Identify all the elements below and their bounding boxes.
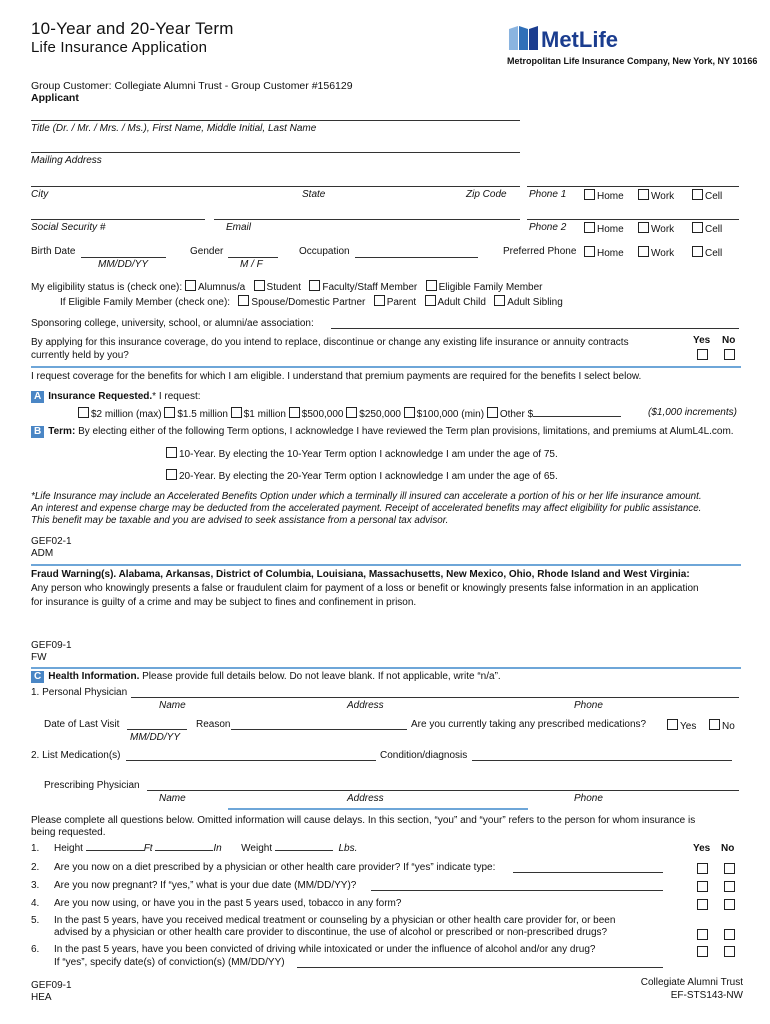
reason-field[interactable] [231, 729, 407, 730]
form-title-line2: Life Insurance Application [31, 39, 208, 56]
phone1-work-checkbox[interactable] [638, 189, 649, 200]
term-20-year-label: 20-Year. By electing the 20-Year Term option I acknowledge I am under the age of 65. [179, 471, 558, 482]
footer-code-1: GEF09-1 [31, 980, 72, 991]
q3-field[interactable] [371, 890, 663, 891]
family-child-label: Adult Child [437, 297, 486, 308]
birth-date-field[interactable] [81, 257, 166, 258]
family-parent-label: Parent [386, 297, 417, 308]
phone2-work-checkbox[interactable] [638, 222, 649, 233]
mailing-address-label: Mailing Address [31, 155, 102, 166]
q6-field[interactable] [297, 967, 663, 968]
eligibility-family-checkbox[interactable] [426, 280, 437, 291]
phone2-label: Phone 2 [529, 222, 567, 233]
occupation-field[interactable] [355, 257, 478, 258]
family-label: If Eligible Family Member (check one): [60, 297, 231, 308]
amount-100k-checkbox[interactable] [404, 407, 415, 418]
eligibility-faculty-checkbox[interactable] [309, 280, 320, 291]
medications-no-checkbox[interactable] [709, 719, 720, 730]
q3-text: Are you now pregnant? If “yes,” what is your due date (MM/DD/YY)? [54, 880, 357, 891]
phone1-cell-label: Cell [705, 191, 723, 202]
last-visit-label: Date of Last Visit [44, 719, 120, 730]
eligibility-family-label: Eligible Family Member [438, 282, 543, 293]
footnote-line1: *Life Insurance may include an Accelerated Benefits Option under which a terminally ill insured can accelerate a portion of his or her life insurance amount. [31, 491, 702, 502]
section-b-badge: B [31, 426, 44, 438]
ssn-label: Social Security # [31, 222, 106, 233]
prescribing-phone-label: Phone [574, 793, 603, 804]
preferred-work-label: Work [651, 248, 675, 259]
section-c-title: Health Information. [48, 671, 140, 682]
in-label: In [213, 843, 222, 854]
request-statement: I request coverage for the benefits for which I am eligible. I understand that premium payments are required for the benefits I select below. [31, 371, 642, 382]
amount-2m-label: $2 million (max) [91, 409, 162, 420]
fraud-warning-line1: Any person who knowingly presents a false or fraudulent claim for payment of a loss or benefit or knowingly presents false information in an application [31, 583, 699, 594]
form-code-adm-1: GEF02-1 [31, 536, 72, 547]
q6-no-checkbox[interactable] [724, 946, 735, 957]
family-sibling-label: Adult Sibling [507, 297, 563, 308]
section-c-text: Please provide full details below. Do not leave blank. If not applicable, write “n/a”. [142, 671, 501, 682]
phone2-home-label: Home [597, 224, 624, 235]
city-state-zip-field[interactable] [31, 186, 520, 187]
q4-text: Are you now using, or have you in the past 5 years used, tobacco in any form? [54, 898, 402, 909]
eligibility-label: My eligibility status is (check one): [31, 282, 183, 293]
group-customer: Group Customer: Collegiate Alumni Trust - Group Customer #156129 [31, 80, 353, 92]
preferred-cell-checkbox[interactable] [692, 246, 703, 257]
q2-yes-checkbox[interactable] [697, 863, 708, 874]
phone1-cell-checkbox[interactable] [692, 189, 703, 200]
prescribing-physician-field[interactable] [147, 790, 739, 791]
medications-yes-label: Yes [680, 721, 697, 732]
birth-date-format: MM/DD/YY [98, 259, 148, 270]
q2-text: Are you now on a diet prescribed by a physician or other health care provider? If “yes” indicate type: [54, 862, 496, 873]
eligibility-alumnus-checkbox[interactable] [185, 280, 196, 291]
family-child-checkbox[interactable] [425, 295, 436, 306]
reason-label: Reason [196, 719, 231, 730]
city-label: City [31, 189, 49, 200]
q3-yes-checkbox[interactable] [697, 881, 708, 892]
q3-no-checkbox[interactable] [724, 881, 735, 892]
medications-question: Are you currently taking any prescribed medications? [411, 719, 647, 730]
questions-intro-line1: Please complete all questions below. Omitted information will cause delays. In this section, “you” and “your” refers to the person for whom insurance is [31, 815, 696, 826]
term-20-year-checkbox[interactable] [166, 469, 177, 480]
q6-text-line2: If “yes”, specify date(s) of conviction(s) (MM/DD/YY) [54, 957, 285, 968]
metlife-logo-text: MetLife [541, 27, 618, 52]
fraud-warning-line2: for insurance is guilty of a crime and may be subject to fines and confinement in prison. [31, 597, 417, 608]
footnote-line2: An interest and expense charge may be deducted from the accelerated payment. Receipt of accelerated benefits may affect eligibility for public assistance. [31, 503, 702, 514]
amount-1m-checkbox[interactable] [231, 407, 242, 418]
q3-number: 3. [31, 880, 40, 891]
footer-trust-name: Collegiate Alumni Trust [640, 977, 743, 988]
amount-100k-label: $100,000 (min) [416, 409, 485, 420]
q5-no-checkbox[interactable] [724, 929, 735, 940]
sponsoring-field[interactable] [331, 328, 739, 329]
last-visit-field[interactable] [127, 729, 187, 730]
applicant-heading: Applicant [31, 92, 79, 104]
family-sibling-checkbox[interactable] [494, 295, 505, 306]
form-code-adm-2: ADM [31, 548, 54, 559]
birth-date-label: Birth Date [31, 246, 76, 257]
eligibility-row [31, 280, 543, 293]
q5-text-line1: In the past 5 years, have you received medical treatment or counseling by a physician or other health care provider for, or been [54, 915, 616, 926]
email-label: Email [226, 222, 252, 233]
family-spouse-label: Spouse/Domestic Partner [251, 297, 366, 308]
form-title-line1: 10-Year and 20-Year Term [31, 19, 234, 38]
q4-yes-checkbox[interactable] [697, 899, 708, 910]
amount-1-5m-checkbox[interactable] [164, 407, 175, 418]
q5-number: 5. [31, 915, 40, 926]
gender-field[interactable] [228, 257, 278, 258]
q5-yes-checkbox[interactable] [697, 929, 708, 940]
prescribing-name-label: Name [159, 793, 186, 804]
q6-yes-checkbox[interactable] [697, 946, 708, 957]
amount-other-label: Other $ [499, 409, 534, 420]
company-address: Metropolitan Life Insurance Company, New York, NY 10166 [507, 56, 758, 66]
email-field[interactable] [214, 219, 520, 220]
personal-physician-label: 1. Personal Physician [31, 687, 128, 698]
replacement-question-line2: currently held by you? [31, 350, 129, 361]
footer-code-2: HEA [31, 992, 52, 1003]
phone1-field[interactable] [527, 186, 739, 187]
ssn-field[interactable] [31, 219, 205, 220]
lbs-label: Lbs. [338, 843, 358, 854]
q6-text-line1: In the past 5 years, have you been convicted of driving while intoxicated or under the influence of alcohol and/or any drug? [54, 944, 596, 955]
family-parent-checkbox[interactable] [374, 295, 385, 306]
q2-no-checkbox[interactable] [724, 863, 735, 874]
replacement-no-label: No [722, 335, 736, 346]
weight-field[interactable] [275, 850, 333, 851]
form-code-fw-1: GEF09-1 [31, 640, 72, 651]
list-medications-label: 2. List Medication(s) [31, 750, 121, 761]
physician-address-label: Address [347, 700, 384, 711]
divider [228, 808, 528, 810]
divider [31, 564, 741, 566]
amount-250k-checkbox[interactable] [346, 407, 357, 418]
replacement-no-checkbox[interactable] [724, 349, 735, 360]
divider [31, 366, 741, 368]
q5-text-line2: advised by a physician or other health care provider to discontinue, the use of alcohol or prescribed or non-prescribed drugs? [54, 927, 608, 938]
medications-yes-checkbox[interactable] [667, 719, 678, 730]
q1-row [54, 843, 357, 854]
gender-label: Gender [190, 246, 224, 257]
term-10-year-checkbox[interactable] [166, 447, 177, 458]
phone1-work-label: Work [651, 191, 675, 202]
preferred-home-checkbox[interactable] [584, 246, 595, 257]
q4-number: 4. [31, 898, 40, 909]
preferred-phone-label: Preferred Phone [503, 246, 577, 257]
amount-250k-label: $250,000 [359, 409, 401, 420]
term-10-year-label: 10-Year. By electing the 10-Year Term option I acknowledge I am under the age of 75. [179, 449, 558, 460]
medications-no-label: No [722, 721, 735, 732]
physician-name-label: Name [159, 700, 186, 711]
height-in-field[interactable] [155, 850, 213, 851]
section-a-badge: A [31, 391, 44, 403]
phone2-work-label: Work [651, 224, 675, 235]
footnote-line3: This benefit may be taxable and you are advised to seek assistance from a personal tax advisor. [31, 515, 449, 526]
preferred-cell-label: Cell [705, 248, 723, 259]
preferred-work-checkbox[interactable] [638, 246, 649, 257]
eligibility-alumnus-label: Alumnus/a [197, 282, 246, 293]
increments-note: ($1,000 increments) [648, 407, 737, 418]
eligibility-student-label: Student [266, 282, 302, 293]
q2-field[interactable] [513, 872, 663, 873]
condition-label: Condition/diagnosis [380, 750, 468, 761]
metlife-logo-icon [509, 26, 539, 50]
replacement-question-line1: By applying for this insurance coverage, do you intend to replace, discontinue or change any existing life insurance or annuity contracts [31, 337, 629, 348]
phone1-label: Phone 1 [529, 189, 567, 200]
phone2-field[interactable] [527, 219, 739, 220]
amount-1-5m-label: $1.5 million [177, 409, 228, 420]
physician-phone-label: Phone [574, 700, 603, 711]
questions-no-header: No [721, 843, 735, 854]
phone2-cell-label: Cell [705, 224, 723, 235]
q2-number: 2. [31, 862, 40, 873]
amount-500k-label: $500,000 [301, 409, 344, 420]
prescribing-address-label: Address [347, 793, 384, 804]
occupation-label: Occupation [299, 246, 350, 257]
amount-options [78, 407, 621, 420]
questions-intro-line2: being requested. [31, 827, 106, 838]
family-row [60, 295, 563, 308]
ft-label: Ft [143, 843, 153, 854]
amount-2m-checkbox[interactable] [78, 407, 89, 418]
state-label: State [302, 189, 326, 200]
phone2-cell-checkbox[interactable] [692, 222, 703, 233]
amount-other-field[interactable] [533, 416, 621, 417]
replacement-yes-checkbox[interactable] [697, 349, 708, 360]
family-spouse-checkbox[interactable] [238, 295, 249, 306]
replacement-yes-label: Yes [693, 335, 711, 346]
section-b-text: By electing either of the following Term options, I acknowledge I have reviewed the Term plan provisions, limitations, and premiums at AlumL4L.com. [78, 426, 734, 437]
condition-field[interactable] [472, 760, 732, 761]
medications-field[interactable] [126, 760, 376, 761]
last-visit-format: MM/DD/YY [130, 732, 180, 743]
q4-no-checkbox[interactable] [724, 899, 735, 910]
phone1-home-label: Home [597, 191, 624, 202]
height-ft-field[interactable] [86, 850, 144, 851]
section-b-title: Term: [48, 426, 76, 437]
preferred-home-label: Home [597, 248, 624, 259]
height-label: Height [54, 843, 83, 854]
section-c-badge: C [31, 671, 44, 683]
form-code-fw-2: FW [31, 652, 47, 663]
zip-label: Zip Code [466, 189, 507, 200]
mailing-address-field[interactable] [31, 152, 520, 153]
phone2-home-checkbox[interactable] [584, 222, 595, 233]
title-name-field[interactable] [31, 120, 520, 121]
gender-format: M / F [240, 259, 263, 270]
phone1-home-checkbox[interactable] [584, 189, 595, 200]
footer-form-number: EF-STS143-NW [670, 990, 743, 1001]
fraud-warning-title: Fraud Warning(s). Alabama, Arkansas, District of Columbia, Louisiana, Massachusetts, New Mexico, Ohio, Rhode Island and West Virginia: [31, 569, 690, 580]
amount-other-checkbox[interactable] [487, 407, 498, 418]
weight-label: Weight [241, 843, 273, 854]
questions-yes-header: Yes [693, 843, 711, 854]
eligibility-student-checkbox[interactable] [254, 280, 265, 291]
section-a-title: Insurance Requested. [48, 391, 153, 402]
prescribing-physician-label: Prescribing Physician [44, 780, 140, 791]
eligibility-faculty-label: Faculty/Staff Member [322, 282, 418, 293]
q6-number: 6. [31, 944, 40, 955]
personal-physician-field[interactable] [131, 697, 739, 698]
sponsoring-label: Sponsoring college, university, school, or alumni/ae association: [31, 318, 314, 329]
section-a-sub: * I request: [152, 391, 201, 402]
amount-500k-checkbox[interactable] [289, 407, 300, 418]
q1-number: 1. [31, 843, 40, 854]
amount-1m-label: $1 million [243, 409, 286, 420]
title-name-label: Title (Dr. / Mr. / Mrs. / Ms.), First Name, Middle Initial, Last Name [31, 123, 317, 134]
divider [31, 667, 741, 669]
